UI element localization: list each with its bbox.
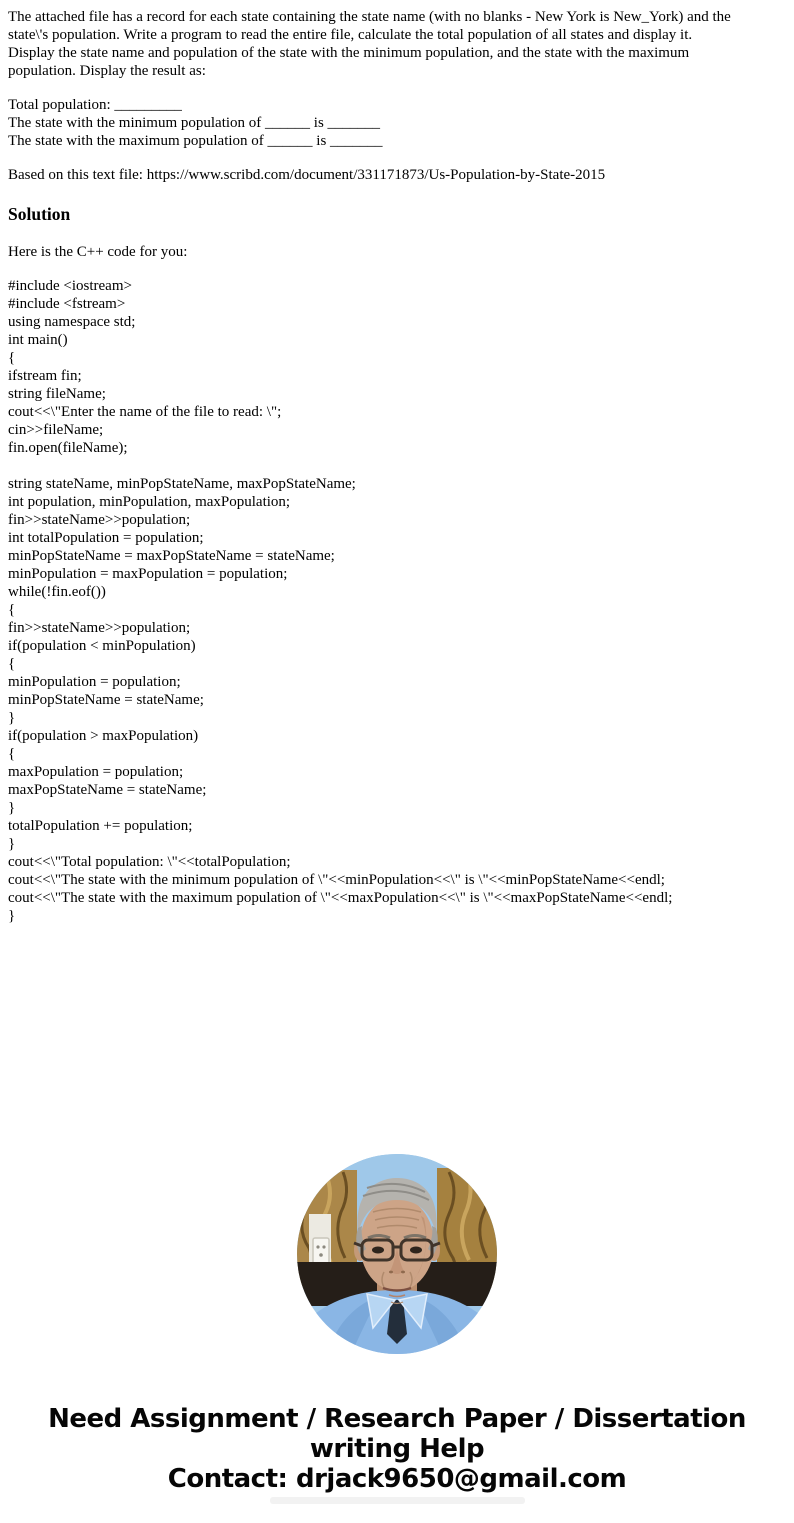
code-line: }	[8, 908, 16, 924]
code-line	[8, 457, 786, 475]
output-format-line: The state with the maximum population of ______ is _______	[8, 133, 383, 149]
tutor-photo-wrap	[8, 1154, 786, 1354]
solution-intro-text: Here is the C++ code for you:	[8, 244, 188, 260]
question-text-line: The attached file has a record for each state containing the state name (with no blanks - New York is New_York) and the	[8, 9, 731, 25]
code-line: #include <iostream>	[8, 278, 132, 294]
tutor-photo-illustration	[297, 1154, 497, 1354]
code-line: if(population < minPopulation)	[8, 638, 196, 654]
source-file-line	[8, 166, 786, 184]
code-line: {	[8, 350, 16, 366]
promo-heading-line: writing Help	[309, 1434, 485, 1464]
code-line: }	[8, 836, 16, 852]
code-line: {	[8, 656, 16, 672]
code-line: string fileName;	[8, 386, 106, 402]
promo-footer	[8, 1404, 786, 1494]
code-line: }	[8, 710, 16, 726]
code-line: {	[8, 746, 16, 762]
code-line: maxPopStateName = stateName;	[8, 782, 207, 798]
code-line: minPopStateName = maxPopStateName = stateName;	[8, 548, 335, 564]
code-line: cin>>fileName;	[8, 422, 104, 438]
source-file-text: Based on this text file: https://www.scribd.com/document/331171873/Us-Population-by-State-2015	[8, 167, 606, 183]
code-line: minPopulation = population;	[8, 674, 181, 690]
code-line: using namespace std;	[8, 314, 136, 330]
code-line: {	[8, 602, 16, 618]
question-text-line: state\'s population. Write a program to read the entire file, calculate the total population of all states and display it.	[8, 27, 693, 43]
watermark-bar	[270, 1497, 525, 1504]
code-line: cout<<\"The state with the maximum population of \"<<maxPopulation<<\" is \"<<maxPopStateName<<endl;	[8, 890, 673, 906]
tutor-photo	[297, 1154, 497, 1354]
code-line: cout<<\"The state with the minimum population of \"<<minPopulation<<\" is \"<<minPopStateName<<endl;	[8, 872, 665, 888]
code-line: int totalPopulation = population;	[8, 530, 204, 546]
code-line: minPopulation = maxPopulation = population;	[8, 566, 288, 582]
code-line: int population, minPopulation, maxPopulation;	[8, 494, 291, 510]
solution-heading: Solution	[8, 204, 71, 224]
code-line: cout<<\"Total population: \"<<totalPopulation;	[8, 854, 291, 870]
code-line: int main()	[8, 332, 68, 348]
code-line: #include <fstream>	[8, 296, 126, 312]
solution-intro	[8, 243, 786, 261]
code-line: totalPopulation += population;	[8, 818, 193, 834]
code-line: while(!fin.eof())	[8, 584, 106, 600]
output-format-line: Total population: _________	[8, 97, 182, 113]
code-line: string stateName, minPopStateName, maxPopStateName;	[8, 476, 356, 492]
question-text-line: population. Display the result as:	[8, 63, 206, 79]
output-format-block	[8, 96, 786, 150]
code-line: if(population > maxPopulation)	[8, 728, 199, 744]
promo-heading-block	[8, 1404, 786, 1464]
promo-contact-line: Contact: drjack9650@gmail.com	[167, 1464, 627, 1494]
promo-heading-line: Need Assignment / Research Paper / Dissertation	[48, 1404, 746, 1434]
code-line: cout<<\"Enter the name of the file to read: \";	[8, 404, 282, 420]
code-line: maxPopulation = population;	[8, 764, 184, 780]
code-line: fin>>stateName>>population;	[8, 620, 191, 636]
code-line: ifstream fin;	[8, 368, 82, 384]
code-line: fin.open(fileName);	[8, 440, 128, 456]
page-root	[8, 8, 786, 1520]
cpp-code-block	[8, 277, 786, 925]
output-format-line: The state with the minimum population of ______ is _______	[8, 115, 381, 131]
code-line: fin>>stateName>>population;	[8, 512, 191, 528]
code-line: minPopStateName = stateName;	[8, 692, 204, 708]
question-text-line: Display the state name and population of the state with the minimum population, and the state with the maximum	[8, 45, 690, 61]
question-paragraph	[8, 8, 786, 80]
code-line: }	[8, 800, 16, 816]
